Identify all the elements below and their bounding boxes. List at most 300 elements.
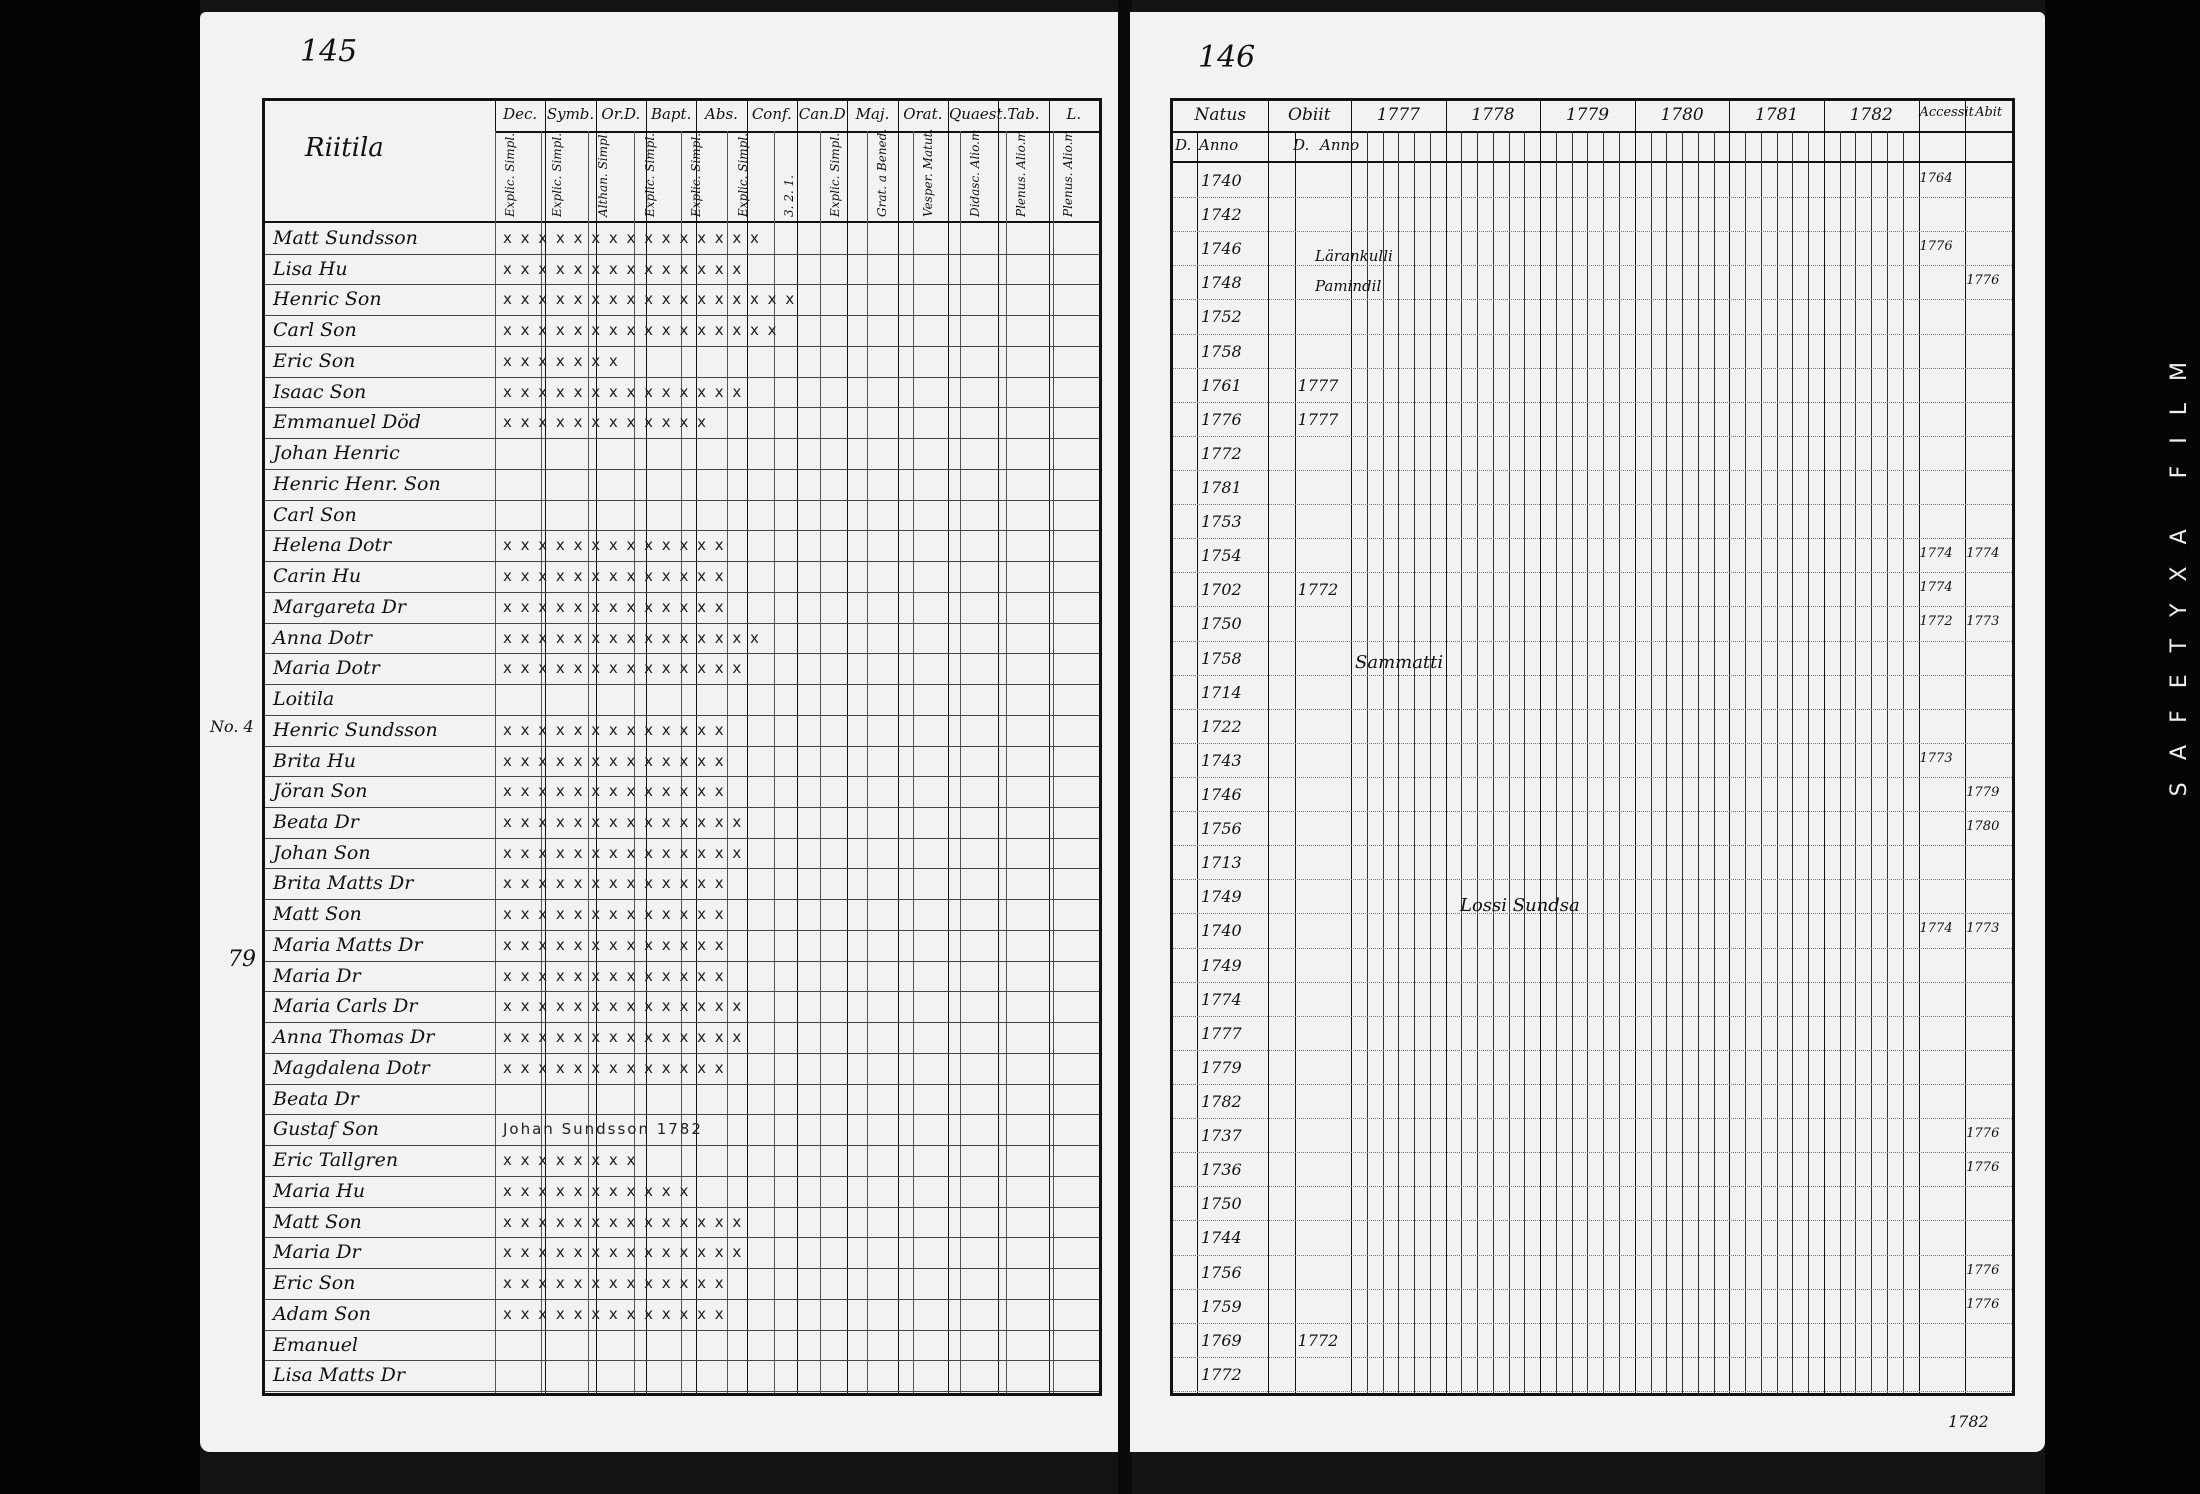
parishioner-name: Loitila — [273, 688, 335, 711]
left-sub-header: Explic. Simpl. — [503, 132, 518, 217]
right-year-subdivider — [1367, 131, 1368, 1393]
left-col-header: Can.D — [798, 105, 846, 123]
right-row-rule — [1173, 572, 2012, 573]
left-row-rule — [265, 469, 1099, 470]
left-row-rule — [265, 1207, 1099, 1208]
abit-year: 1773 — [1966, 614, 2000, 630]
birth-year: 1743 — [1201, 750, 1242, 770]
left-row-rule — [265, 623, 1099, 624]
left-sub-header: Plenus. Alio.m — [1014, 130, 1029, 217]
catechism-marks: x x x x x x x x x x x x x — [503, 905, 726, 924]
parishioner-name: Carl Son — [273, 503, 357, 526]
right-row-rule — [1173, 197, 2012, 198]
catechism-marks: x x x x x x x x x x x x x x x x x — [503, 290, 797, 309]
left-col-header: Or.D. — [601, 105, 641, 123]
right-col-divider — [1635, 101, 1636, 1393]
birth-year: 1702 — [1201, 580, 1242, 600]
left-row-rule — [265, 838, 1099, 839]
left-row-rule — [265, 1022, 1099, 1023]
abit-year: 1776 — [1966, 1160, 2000, 1176]
birth-year: 1750 — [1201, 614, 1242, 634]
right-row-rule — [1173, 743, 2012, 744]
birth-year: 1752 — [1201, 307, 1242, 327]
right-year-subdivider — [1461, 131, 1462, 1393]
right-year-subdivider — [1398, 131, 1399, 1393]
birth-year: 1744 — [1201, 1228, 1242, 1248]
right-col-header: 1777 — [1376, 105, 1420, 125]
death-year: 1772 — [1297, 1330, 1339, 1350]
catechism-marks: x x x x x x x x x x x x x x — [503, 1243, 744, 1262]
catechism-marks: x x x x x x x x x x x x x x — [503, 813, 744, 831]
right-year-subdivider — [1840, 131, 1841, 1393]
abit-year: 1776 — [1966, 1126, 2000, 1142]
right-year-subdivider — [1619, 131, 1620, 1393]
left-col-divider — [948, 101, 949, 1393]
right-year-subdivider — [1509, 131, 1510, 1393]
birth-year: 1749 — [1201, 887, 1242, 907]
accessit-year: 1772 — [1919, 614, 1953, 630]
right-row-rule — [1173, 1084, 2012, 1085]
left-page — [200, 12, 1125, 1452]
right-row-rule — [1173, 436, 2012, 437]
left-col-header: Symb. — [546, 105, 595, 123]
parishioner-name: Lisa Hu — [273, 257, 348, 280]
catechism-marks: x x x x x x x — [503, 351, 620, 370]
right-row-rule — [1173, 845, 2012, 846]
birth-year: 1746 — [1201, 239, 1242, 259]
right-row-rule — [1173, 709, 2012, 710]
catechism-marks: x x x x x x x x x x x x x x — [503, 259, 744, 278]
left-subcol-divider — [1053, 131, 1054, 1393]
right-col-header: Accessit — [1919, 105, 1974, 120]
right-row-rule — [1173, 299, 2012, 300]
left-sub-header: Vesper. Matut. — [921, 128, 936, 217]
birth-year: 1782 — [1201, 1092, 1242, 1111]
catechism-marks: x x x x x x x x x x x x x — [503, 536, 726, 555]
annotation-3: Sammatti — [1355, 652, 1444, 673]
left-sub-header: Didasc. Alio.m — [967, 129, 982, 217]
birth-year: 1777 — [1201, 1023, 1242, 1043]
left-col-header: Dec. — [503, 105, 538, 123]
left-row-rule — [265, 377, 1099, 378]
birth-year: 1713 — [1201, 853, 1242, 873]
parishioner-name: Maria Matts Dr — [273, 933, 423, 956]
left-row-rule — [265, 961, 1099, 962]
parishioner-name: Henric Sundsson — [273, 718, 438, 741]
left-row-rule — [265, 254, 1099, 255]
right-year-subdivider — [1745, 131, 1746, 1393]
catechism-marks: x x x x x x x x x x x x x — [503, 966, 726, 985]
parishioner-name: Emmanuel Död — [273, 411, 421, 434]
left-sub-header: Explic. Simpl. — [642, 132, 657, 217]
right-year-subdivider — [1698, 131, 1699, 1393]
right-col-divider — [1824, 101, 1825, 1393]
parishioner-name: Jöran Son — [273, 780, 368, 803]
catechism-marks: x x x x x x x x x x x x — [503, 413, 708, 432]
birth-year: 1756 — [1201, 1262, 1242, 1282]
right-row-rule — [1173, 811, 2012, 812]
birth-year: 1740 — [1201, 171, 1242, 190]
left-row-rule — [265, 1114, 1099, 1115]
accessit-year: 1776 — [1919, 239, 1953, 255]
left-subcol-divider — [820, 131, 821, 1393]
annotation-2: Pamindil — [1315, 277, 1382, 295]
right-year-subdivider — [1430, 131, 1431, 1393]
catechism-marks: x x x x x x x x x x x x x — [503, 597, 726, 616]
abit-year: 1776 — [1966, 273, 2000, 289]
left-col-header: Maj. — [855, 105, 890, 123]
obiit-day-divider — [1295, 131, 1296, 1393]
right-sub-header: D. — [1175, 136, 1192, 154]
right-row-rule — [1173, 1186, 2012, 1187]
right-row-rule — [1173, 1255, 2012, 1256]
right-col-divider — [1540, 101, 1541, 1393]
abit-year: 1776 — [1966, 1296, 2000, 1312]
right-sub-header: Anno — [1199, 136, 1239, 154]
right-row-rule — [1173, 538, 2012, 539]
right-page — [1130, 12, 2045, 1452]
right-year-subdivider — [1493, 131, 1494, 1393]
right-row-rule — [1173, 231, 2012, 232]
left-row-rule — [265, 868, 1099, 869]
catechism-marks: x x x x x x x x x x x x x x — [503, 1212, 744, 1231]
parishioner-name: Isaac Son — [273, 380, 367, 403]
right-col-header: 1781 — [1755, 105, 1799, 125]
catechism-marks: x x x x x x x x x x x x x — [503, 874, 726, 893]
birth-year: 1761 — [1201, 375, 1242, 395]
left-col-divider — [797, 101, 798, 1393]
left-header-bottom — [265, 221, 1099, 223]
parishioner-name: Johan Henric — [273, 442, 400, 465]
abit-year: 1774 — [1966, 546, 2000, 562]
margin-note-79: 79 — [228, 947, 256, 972]
parishioner-name: Eric Son — [273, 349, 356, 372]
abit-year: 1780 — [1966, 819, 2000, 835]
left-sub-header: Plenus. Alio.m — [1060, 130, 1075, 217]
right-row-rule — [1173, 470, 2012, 471]
right-year-subdivider — [1871, 131, 1872, 1393]
right-row-rule — [1173, 675, 2012, 676]
birth-year: 1781 — [1201, 478, 1242, 497]
right-year-subdivider — [1761, 131, 1762, 1393]
left-row-rule — [265, 715, 1099, 716]
left-sub-header: Althan. Simpl. — [596, 130, 611, 217]
right-year-subdivider — [1587, 131, 1588, 1393]
birth-year: 1737 — [1201, 1126, 1242, 1146]
parishioner-name: Eric Tallgren — [273, 1149, 399, 1172]
right-year-subdivider — [1777, 131, 1778, 1393]
right-year-subdivider — [1887, 131, 1888, 1393]
right-year-subdivider — [1414, 131, 1415, 1393]
left-row-rule — [265, 1299, 1099, 1300]
right-year-subdivider — [1603, 131, 1604, 1393]
right-col-divider — [1919, 101, 1920, 1393]
parishioner-name: Beata Dr — [273, 811, 359, 833]
left-row-rule — [265, 284, 1099, 285]
birth-year: 1774 — [1201, 989, 1242, 1009]
birth-year: 1769 — [1201, 1330, 1242, 1350]
accessit-year: 1774 — [1919, 921, 1953, 937]
left-subcol-divider — [913, 131, 914, 1393]
birth-year: 1779 — [1201, 1057, 1242, 1077]
catechism-marks: x x x x x x x x x x x x x x — [503, 659, 744, 678]
right-row-rule — [1173, 1152, 2012, 1153]
left-row-rule — [265, 1330, 1099, 1331]
left-col-divider — [1049, 101, 1050, 1393]
right-col-divider — [1268, 101, 1269, 1393]
film-side-stamp: SAFETYXA FILM — [2167, 340, 2192, 797]
left-row-rule — [265, 1237, 1099, 1238]
right-row-rule — [1173, 265, 2012, 266]
right-ledger-table — [1170, 98, 2015, 1396]
birth-year: 1746 — [1201, 785, 1242, 804]
parishioner-name: Maria Dr — [273, 964, 361, 987]
parishioner-name: Matt Son — [273, 903, 362, 926]
catechism-marks: x x x x x x x x x x x x x — [503, 782, 726, 801]
left-row-rule — [265, 1391, 1099, 1392]
parishioner-name: Matt Son — [273, 1210, 362, 1233]
death-year: 1777 — [1297, 375, 1339, 395]
margin-note-no4: No. 4 — [210, 717, 254, 736]
right-col-header: 1780 — [1660, 105, 1704, 125]
right-row-rule — [1173, 948, 2012, 949]
left-col-header: Bapt. — [650, 105, 692, 123]
right-row-rule — [1173, 879, 2012, 880]
right-row-rule — [1173, 1357, 2012, 1358]
parishioner-name: Anna Dotr — [273, 626, 372, 649]
right-row-rule — [1173, 368, 2012, 369]
left-row-rule — [265, 530, 1099, 531]
accessit-year: 1764 — [1919, 171, 1953, 186]
right-col-header: 1778 — [1471, 105, 1515, 125]
left-col-divider — [898, 101, 899, 1393]
parishioner-name: Matt Sundsson — [273, 227, 418, 249]
accessit-year: 1774 — [1919, 546, 1953, 562]
left-title: Riitila — [305, 133, 384, 163]
catechism-marks: x x x x x x x x x x x x x — [503, 1274, 726, 1293]
right-row-rule — [1173, 504, 2012, 505]
right-col-header: 1779 — [1565, 105, 1610, 125]
right-sub-header: Anno — [1320, 136, 1360, 154]
birth-year: 1753 — [1201, 512, 1242, 532]
birth-year: 1740 — [1201, 921, 1242, 941]
parishioner-name: Brita Hu — [273, 749, 356, 772]
right-row-rule — [1173, 402, 2012, 403]
left-subcol-divider — [1006, 131, 1007, 1393]
right-year-subdivider — [1714, 131, 1715, 1393]
left-row-rule — [265, 776, 1099, 777]
left-sub-header: Explic. Simpl. — [689, 132, 704, 217]
left-col-header: Tab. — [1007, 105, 1040, 123]
parishioner-name: Margareta Dr — [273, 595, 406, 618]
catechism-marks: x x x x x x x x x x x x x — [503, 720, 726, 739]
right-year-subdivider — [1383, 131, 1384, 1393]
right-row-rule — [1173, 641, 2012, 642]
left-row-rule — [265, 315, 1099, 316]
birth-year: 1772 — [1201, 1364, 1242, 1384]
left-row-rule — [265, 807, 1099, 808]
left-row-rule — [265, 746, 1099, 747]
right-row-rule — [1173, 1118, 2012, 1119]
left-subcol-divider — [495, 131, 496, 1393]
left-row-rule — [265, 592, 1099, 593]
left-row-rule — [265, 1145, 1099, 1146]
birth-year: 1750 — [1201, 1194, 1242, 1214]
right-page-number: 146 — [1198, 40, 1256, 75]
catechism-marks: x x x x x x x x x x x x x x x x — [503, 321, 779, 340]
right-row-rule — [1173, 982, 2012, 983]
left-row-rule — [265, 991, 1099, 992]
left-row-rule — [265, 561, 1099, 562]
left-row-rule — [265, 1360, 1099, 1361]
right-row-rule — [1173, 1391, 2012, 1392]
birth-year: 1754 — [1201, 546, 1242, 566]
parishioner-name: Henric Henr. Son — [273, 472, 441, 495]
annotation-4: Lossi Sundsa — [1460, 895, 1580, 916]
right-row-rule — [1173, 1016, 2012, 1017]
left-subcol-divider — [867, 131, 868, 1393]
left-row-rule — [265, 438, 1099, 439]
right-year-subdivider — [1651, 131, 1652, 1393]
left-row-rule — [265, 407, 1099, 408]
left-col-header: Quaest. — [949, 105, 1008, 123]
left-col-header: Conf. — [751, 105, 792, 123]
right-row-rule — [1173, 334, 2012, 335]
right-year-subdivider — [1477, 131, 1478, 1393]
left-row-rule — [265, 1176, 1099, 1177]
birth-year: 1758 — [1201, 341, 1242, 361]
abit-year: 1773 — [1966, 921, 2000, 937]
right-year-subdivider — [1792, 131, 1793, 1393]
right-col-header: Natus — [1194, 105, 1247, 125]
parishioner-name: Helena Dotr — [273, 534, 392, 557]
right-row-rule — [1173, 1220, 2012, 1221]
left-sub-header: Explic. Simpl. — [735, 132, 750, 217]
catechism-marks: x x x x x x x x x x x x x x x — [503, 628, 761, 647]
right-row-rule — [1173, 1050, 2012, 1051]
parishioner-name: Maria Dotr — [273, 657, 380, 680]
death-year: 1772 — [1297, 580, 1339, 600]
right-row-rule — [1173, 1323, 2012, 1324]
right-year-subdivider — [1556, 131, 1557, 1393]
right-year-subdivider — [1682, 131, 1683, 1393]
left-col-divider — [847, 101, 848, 1393]
accessit-year: 1773 — [1919, 750, 1953, 766]
right-sub-header: D. — [1293, 136, 1310, 154]
right-col-divider — [1729, 101, 1730, 1393]
parishioner-name: Maria Carls Dr — [273, 995, 418, 1018]
birth-year: 1714 — [1201, 682, 1242, 702]
parishioner-name: Eric Son — [273, 1272, 356, 1295]
right-year-subdivider — [1903, 131, 1904, 1393]
abit-year: 1779 — [1966, 785, 2000, 800]
right-col-divider — [1446, 101, 1447, 1393]
left-subcol-divider — [960, 131, 961, 1393]
right-row-rule — [1173, 913, 2012, 914]
right-col-header: Abit — [1975, 105, 2003, 120]
right-year-subdivider — [1572, 131, 1573, 1393]
birth-year: 1776 — [1201, 409, 1242, 429]
left-sub-header: Grat. a Bened. — [874, 128, 889, 217]
right-col-divider — [1965, 101, 1966, 1393]
catechism-marks: x x x x x x x x x x x x x — [503, 1304, 726, 1323]
parishioner-name: Henric Son — [273, 288, 382, 311]
right-year-subdivider — [1666, 131, 1667, 1393]
left-row-rule — [265, 1084, 1099, 1085]
left-ledger-table — [262, 98, 1102, 1396]
parishioner-name: Johan Son — [273, 841, 371, 864]
parishioner-name: Maria Hu — [273, 1179, 366, 1202]
parishioner-name: Emanuel — [273, 1333, 359, 1356]
death-year: 1777 — [1297, 409, 1339, 429]
birth-year: 1749 — [1201, 955, 1242, 975]
left-sub-header: Explic. Simpl. — [828, 132, 843, 217]
parishioner-name: Carin Hu — [273, 565, 362, 588]
left-sub-header: Explic. Simpl. — [549, 132, 564, 217]
left-col-header: Orat. — [903, 105, 943, 123]
right-year-subdivider — [1524, 131, 1525, 1393]
catechism-marks: x x x x x x x x x x x x x x — [503, 843, 744, 862]
birth-year: 1722 — [1201, 716, 1242, 736]
catechism-marks: x x x x x x x x x x x — [503, 1181, 691, 1200]
left-row-rule — [265, 899, 1099, 900]
parishioner-name: Brita Matts Dr — [273, 872, 414, 895]
left-col-header: Abs. — [705, 105, 738, 123]
catechism-marks: x x x x x x x x x x x x x — [503, 751, 726, 770]
parishioner-name: Lisa Matts Dr — [273, 1364, 405, 1387]
parishioner-name: Carl Son — [273, 319, 357, 342]
parishioner-name: Anna Thomas Dr — [273, 1026, 435, 1049]
annotation-1: Lärankulli — [1315, 247, 1393, 265]
right-col-header: Obiit — [1288, 105, 1331, 125]
birth-year: 1772 — [1201, 443, 1242, 463]
accessit-year: 1774 — [1919, 580, 1953, 596]
left-sub-header: 3. 2. 1. — [782, 175, 796, 217]
catechism-marks: x x x x x x x x x x x x x x x — [503, 229, 761, 247]
left-row-rule — [265, 1053, 1099, 1054]
footer-note: 1782 — [1948, 1412, 1989, 1431]
parishioner-name: Gustaf Son — [273, 1118, 379, 1141]
right-row-rule — [1173, 1289, 2012, 1290]
left-page-number: 145 — [300, 34, 358, 69]
birth-year: 1736 — [1201, 1160, 1242, 1180]
parishioner-name: Maria Dr — [273, 1241, 361, 1264]
left-row-rule — [265, 1268, 1099, 1269]
natus-day-divider — [1197, 131, 1198, 1393]
catechism-marks: x x x x x x x x — [503, 1151, 638, 1170]
left-row-rule — [265, 930, 1099, 931]
book-left-edge — [0, 0, 200, 1494]
left-row-rule — [265, 500, 1099, 501]
birth-year: 1748 — [1201, 273, 1242, 293]
right-year-subdivider — [1808, 131, 1809, 1393]
left-row-rule — [265, 653, 1099, 654]
birth-year: 1756 — [1201, 819, 1242, 839]
right-year-subdivider — [1855, 131, 1856, 1393]
catechism-marks: x x x x x x x x x x x x x — [503, 935, 726, 954]
catechism-marks: x x x x x x x x x x x x x — [503, 567, 726, 586]
parishioner-name: Adam Son — [273, 1302, 371, 1325]
right-col-header: 1782 — [1849, 105, 1893, 125]
birth-year: 1742 — [1201, 205, 1242, 225]
catechism-marks: Johan Sundsson 1782 — [503, 1120, 703, 1139]
catechism-marks: x x x x x x x x x x x x x x — [503, 997, 744, 1016]
catechism-marks: x x x x x x x x x x x x x — [503, 1058, 726, 1077]
left-col-header: L. — [1066, 105, 1082, 123]
parishioner-name: Magdalena Dotr — [273, 1056, 430, 1079]
catechism-marks: x x x x x x x x x x x x x x — [503, 1028, 744, 1047]
catechism-marks: x x x x x x x x x x x x x x — [503, 382, 744, 401]
